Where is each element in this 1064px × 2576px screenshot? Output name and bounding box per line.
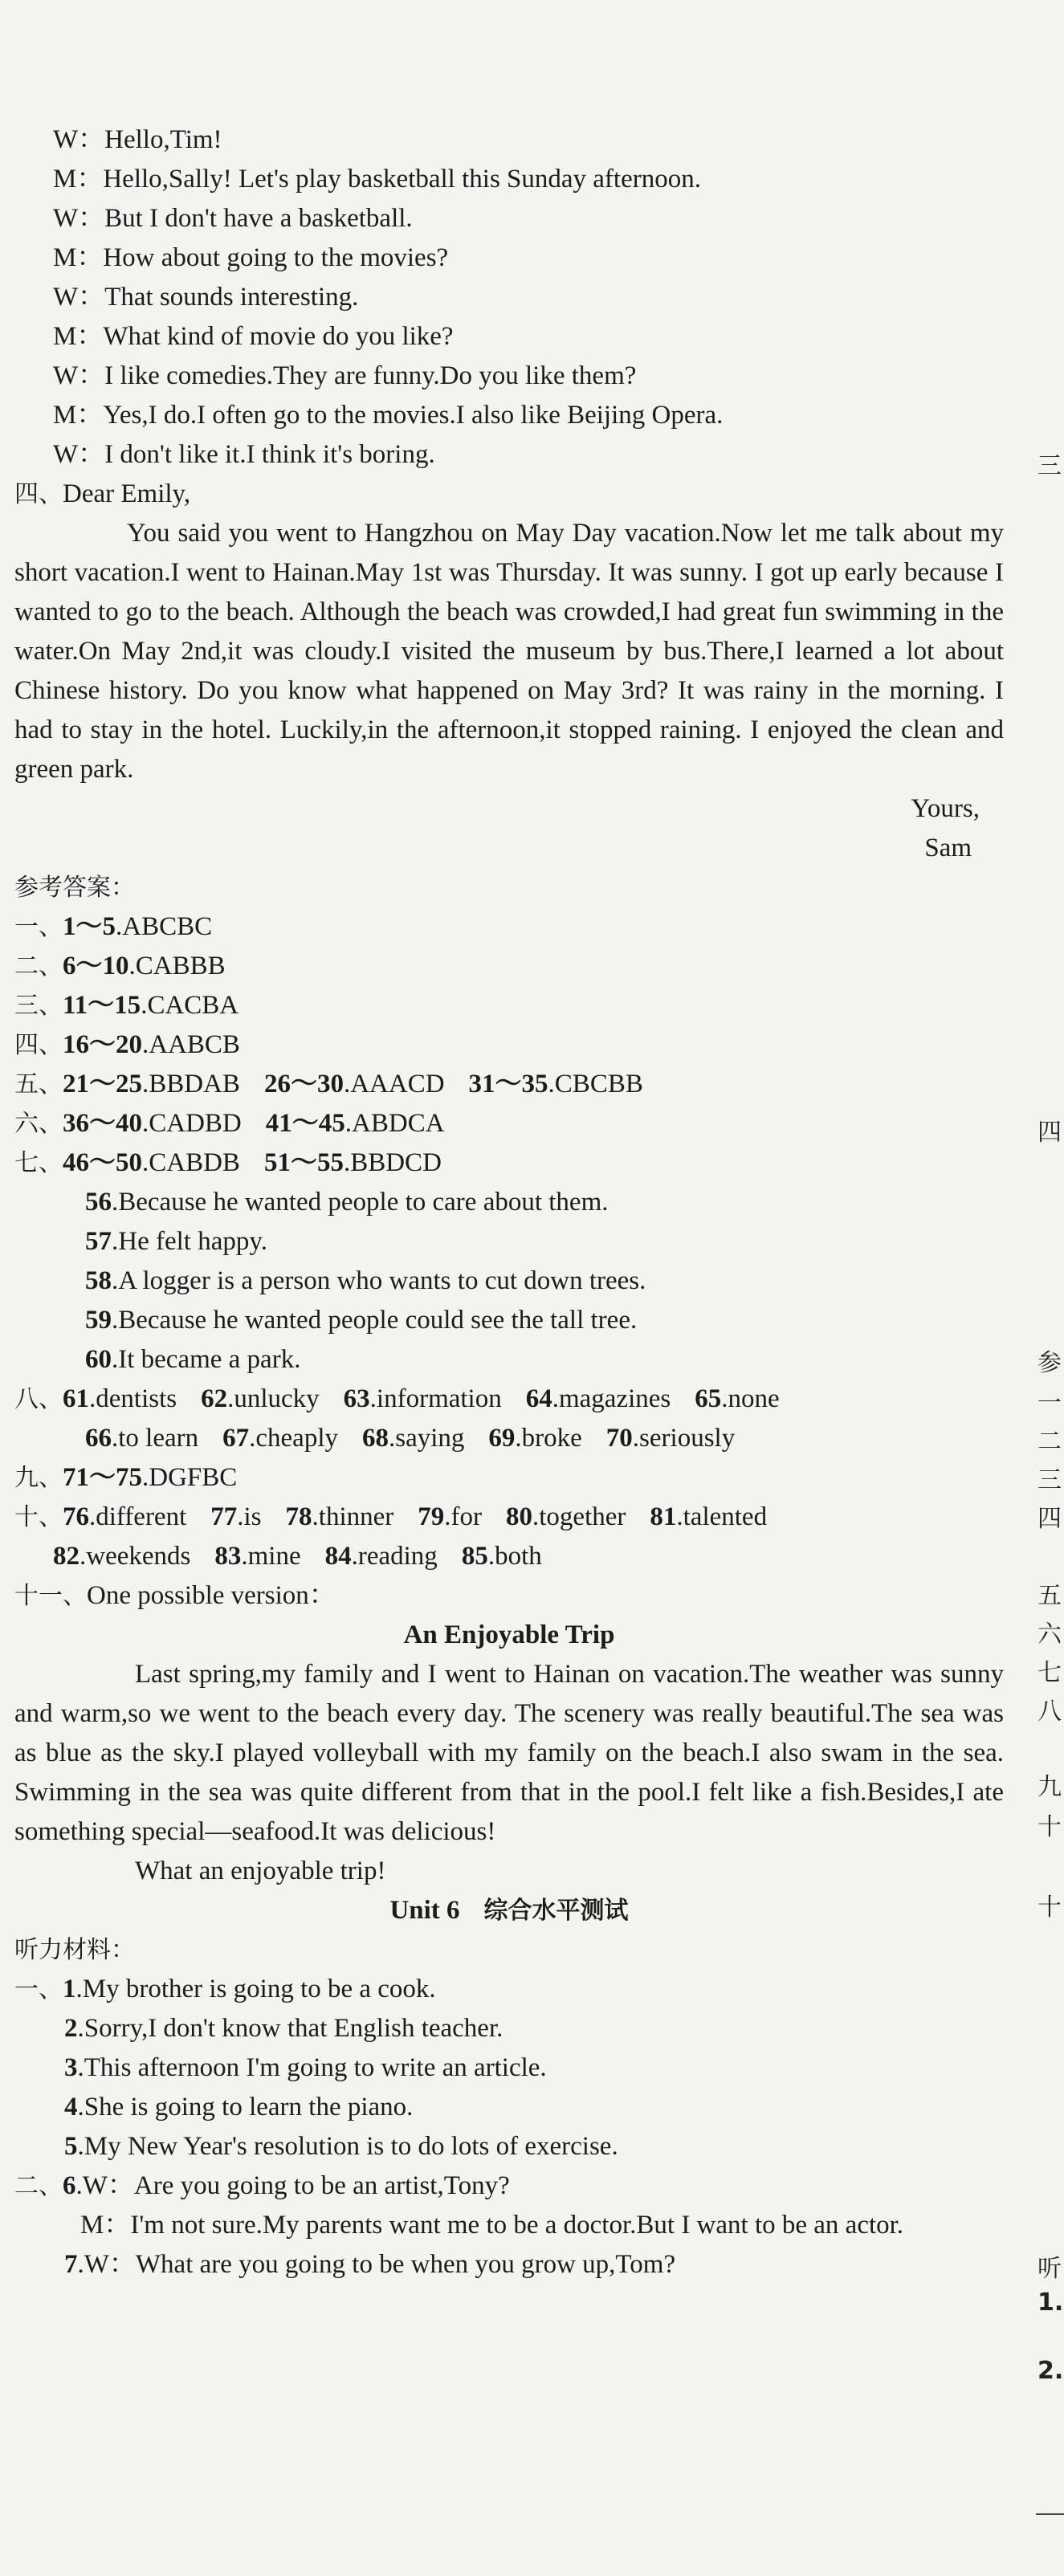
model-essay bbox=[14, 1616, 1004, 1891]
answer-row: 九、71～75.DGFBC bbox=[14, 1463, 238, 1492]
edge-fragment: 四 bbox=[1038, 1119, 1062, 1147]
edge-fragment: 六 bbox=[1038, 1620, 1062, 1649]
answer-row: 六、36～40.CADBD 41～45.ABDCA bbox=[14, 1109, 445, 1138]
listening-item: 3.This afternoon I'm going to write an article. bbox=[64, 2053, 547, 2082]
edge-fragment: 十 bbox=[1038, 1813, 1062, 1841]
listening-item: 2.Sorry,I don't know that English teacher. bbox=[64, 2014, 503, 2043]
edge-fragment: 三 bbox=[1038, 1466, 1062, 1494]
answer-row: 82.weekends 83.mine 84.reading 85.both bbox=[53, 1542, 542, 1571]
listening-item: 二、6.W：Are you going to be an artist,Tony? bbox=[14, 2171, 510, 2200]
answer-key bbox=[14, 868, 1004, 1616]
listening-heading: 听力材料： bbox=[14, 1936, 135, 1964]
edge-fragment: 五 bbox=[1038, 1582, 1062, 1610]
answer-item: 56.Because he wanted people to care about them. bbox=[85, 1188, 609, 1217]
edge-fragment: 九 bbox=[1038, 1773, 1062, 1801]
edge-fragment: 八 bbox=[1038, 1698, 1062, 1726]
letter bbox=[14, 475, 1004, 868]
edge-fragment: 四 bbox=[1038, 1505, 1062, 1533]
dialogue-line: M：Hello,Sally! Let's play basketball this Sunday afternoon. bbox=[53, 165, 701, 194]
dialogue-line: M：What kind of movie do you like? bbox=[53, 322, 454, 351]
answer-row: 66.to learn 67.cheaply 68.saying 69.broke 70.seriously bbox=[85, 1424, 736, 1453]
edge-fragment: 听 bbox=[1038, 2255, 1062, 2283]
listening-material bbox=[14, 1930, 1004, 2285]
dialogue bbox=[14, 120, 1004, 475]
letter-signature: Sam bbox=[924, 834, 972, 862]
edge-rule bbox=[1036, 2513, 1064, 2515]
answer-row: 八、61.dentists 62.unlucky 63.information 64.magazines 65.none bbox=[14, 1384, 780, 1413]
listening-item: M：I'm not sure.My parents want me to be a doctor.But I want to be an actor. bbox=[80, 2211, 904, 2240]
answer-item: 60.It became a park. bbox=[85, 1345, 301, 1374]
dialogue-line: W：But I don't have a basketball. bbox=[53, 204, 413, 233]
essay-ending: What an enjoyable trip! bbox=[135, 1857, 386, 1885]
answer-item: 58.A logger is a person who wants to cut down trees. bbox=[85, 1266, 646, 1295]
answer-heading: 参考答案： bbox=[14, 874, 135, 902]
dialogue-line: W：I don't like it.I think it's boring. bbox=[53, 440, 435, 469]
edge-fragment: 参 bbox=[1038, 1349, 1062, 1377]
dialogue-line: W：I like comedies.They are funny.Do you like them? bbox=[53, 361, 637, 390]
listening-item: 7.W：What are you going to be when you grow up,Tom? bbox=[64, 2250, 676, 2279]
answer-row: 十一、One possible version： bbox=[14, 1581, 336, 1610]
listening-item: 5.My New Year's resolution is to do lots of exercise. bbox=[64, 2132, 618, 2161]
answer-row: 五、21～25.BBDAB 26～30.AAACD 31～35.CBCBB bbox=[14, 1070, 643, 1098]
edge-fragment: 三 bbox=[1038, 452, 1062, 480]
answer-row: 二、6～10.CABBB bbox=[14, 952, 226, 980]
listening-item: 4.She is going to learn the piano. bbox=[64, 2093, 414, 2122]
listening-item: 一、1.My brother is going to be a cook. bbox=[14, 1975, 436, 2003]
answer-item: 59.Because he wanted people could see the tall tree. bbox=[85, 1306, 638, 1335]
main-column bbox=[14, 120, 1004, 2285]
unit-heading: Unit 6 综合水平测试 bbox=[389, 1896, 629, 1925]
answer-row: 十、76.different 77.is 78.thinner 79.for 80.together 81.talented bbox=[14, 1502, 768, 1531]
letter-closing: Yours, bbox=[911, 794, 980, 823]
answer-row: 三、11～15.CACBA bbox=[14, 991, 239, 1020]
dialogue-line: W：That sounds interesting. bbox=[53, 283, 359, 312]
answer-item: 57.He felt happy. bbox=[85, 1227, 267, 1256]
essay-body: Last spring,my family and I went to Hainan on vacation.The weather was sunny and warm,so we went to the beach every day. The scenery was really beautiful.The sea was as blue as the sky.I played volleyball with my family on the beach.I also swam in the sea. Swimming in the sea was quite different from that in the pool.I felt like a fish.Besides,I ate something special—seafood.It was delicious! bbox=[14, 1660, 1004, 1846]
edge-fragment: 二 bbox=[1038, 1428, 1062, 1456]
letter-greeting: 四、Dear Emily, bbox=[14, 479, 191, 508]
dialogue-line: M：How about going to the movies? bbox=[53, 243, 449, 272]
answer-row: 一、1～5.ABCBC bbox=[14, 912, 213, 941]
dialogue-line: W：Hello,Tim! bbox=[53, 125, 222, 154]
dialogue-line: M：Yes,I do.I often go to the movies.I also like Beijing Opera. bbox=[53, 401, 724, 430]
letter-body: You said you went to Hangzhou on May Day vacation.Now let me talk about my short vacation.I went to Hainan.May 1st was Thursday. It was sunny. I got up early because I wanted to go to the beach. Although the beach was crowded,I had great fun swimming in the water.On May 2nd,it was cloudy.I visited the museum by bus.There,I learned a lot about Chinese history. Do you know what happened on May 3rd? It was rainy in the morning. I had to stay in the hotel. Luckily,in the afternoon,it stopped raining. I enjoyed the clean and green park. bbox=[14, 519, 1004, 784]
edge-fragment: 1. bbox=[1038, 2289, 1064, 2317]
answer-row: 七、46～50.CABDB 51～55.BBDCD bbox=[14, 1148, 442, 1177]
edge-fragment: 十 bbox=[1038, 1893, 1062, 1922]
edge-fragment: 2. bbox=[1038, 2357, 1064, 2385]
answer-row: 四、16～20.AABCB bbox=[14, 1030, 240, 1059]
edge-fragment: 一 bbox=[1038, 1389, 1062, 1417]
essay-title: An Enjoyable Trip bbox=[403, 1620, 615, 1649]
edge-fragment: 七 bbox=[1038, 1659, 1062, 1687]
